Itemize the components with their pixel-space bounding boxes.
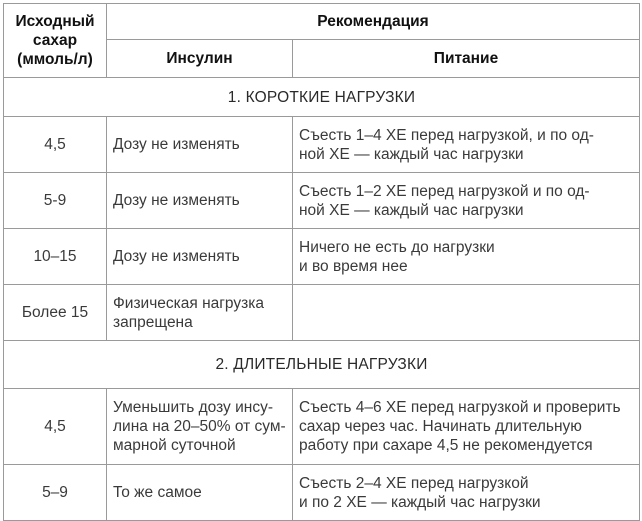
sugar-cell: 5-9 [4,173,107,229]
cell-line: Физическая нагрузка [113,294,264,312]
cell-line: Съесть 4–6 ХЕ перед нагрузкой и проверить [299,399,621,416]
cell-line: марной суточной [113,437,236,454]
insulin-cell [107,465,293,521]
nutrition-cell-empty [293,285,640,341]
cell-line: лина на 20–50% от сум- [113,418,286,435]
cell-line: сахар через час. Начинать длительную [299,418,582,435]
insulin-cell [107,173,293,229]
cell-line: Дозу не изменять [113,248,240,265]
cell-line: Ничего не есть до нагрузки [299,238,495,256]
insulin-cell [107,117,293,173]
section-row [4,78,640,117]
cell-line: запрещена [113,313,193,331]
header-sugar-line: Исходный [15,13,95,30]
header-row [4,4,640,40]
table-row [4,229,640,285]
cell-line: Съесть 1–2 ХЕ перед нагрузкой и по од- [299,182,590,200]
sugar-cell: Более 15 [4,285,107,341]
nutrition-cell [293,389,640,465]
header-insulin: Инсулин [107,40,293,78]
recommendation-table [3,3,640,521]
sugar-cell: 4,5 [4,389,107,465]
sugar-cell: 10–15 [4,229,107,285]
cell-line: То же самое [113,484,202,501]
section-title-short: 1. КОРОТКИЕ НАГРУЗКИ [4,78,640,117]
section-row [4,341,640,389]
header-nutrition: Питание [293,40,640,78]
table-row [4,173,640,229]
cell-line: и во время нее [299,257,408,275]
header-sugar-line: сахар [32,32,78,49]
cell-line: ной ХЕ — каждый час нагрузки [299,201,524,219]
sugar-cell: 5–9 [4,465,107,521]
table-row [4,117,640,173]
table-row [4,389,640,465]
cell-line: Съесть 1–4 ХЕ перед нагрузкой, и по од- [299,126,594,144]
section-title-long: 2. ДЛИТЕЛЬНЫЕ НАГРУЗКИ [4,341,640,389]
cell-line: работу при сахаре 4,5 не рекомендуется [299,437,593,454]
nutrition-cell [293,465,640,521]
insulin-cell [107,229,293,285]
cell-line: Дозу не изменять [113,136,240,153]
insulin-cell [107,389,293,465]
header-recommendation: Рекомендация [107,4,640,40]
cell-line: и по 2 ХЕ — каждый час нагрузки [299,493,541,511]
header-sugar-line: (ммоль/л) [17,51,93,68]
nutrition-cell [293,229,640,285]
cell-line: ной ХЕ — каждый час нагрузки [299,145,524,163]
nutrition-cell [293,117,640,173]
table-row [4,465,640,521]
insulin-cell [107,285,293,341]
sugar-cell: 4,5 [4,117,107,173]
cell-line: Уменьшить дозу инсу- [113,399,273,416]
header-sugar [4,4,107,78]
nutrition-cell [293,173,640,229]
table-row [4,285,640,341]
cell-line: Съесть 2–4 ХЕ перед нагрузкой [299,474,529,492]
cell-line: Дозу не изменять [113,192,240,209]
